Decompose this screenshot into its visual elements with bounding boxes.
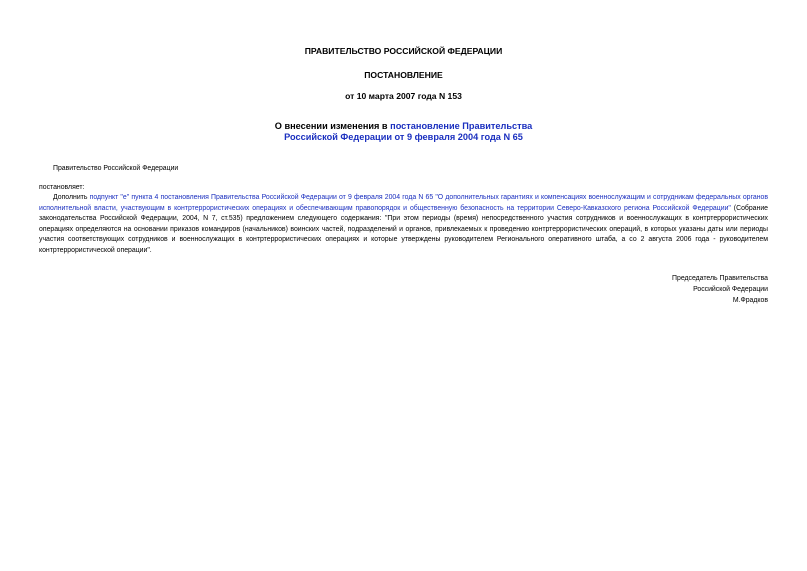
- document-type: ПОСТАНОВЛЕНИЕ: [364, 70, 443, 80]
- document-date: от 10 марта 2007 года N 153: [345, 91, 462, 101]
- body-text-start: Дополнить: [53, 194, 90, 201]
- signature-name: М.Фрадков: [732, 297, 768, 305]
- title-prefix: О внесении изменения в: [274, 121, 391, 131]
- title-link-part-2[interactable]: Российской Федерации от 9 февраля 2004 года N 65: [284, 132, 523, 142]
- preamble: Правительство Российской Федерации: [53, 165, 179, 172]
- signature-org: Российской Федерации: [693, 286, 768, 294]
- signature-block: [672, 273, 768, 307]
- signature-title: Председатель Правительства: [672, 275, 768, 282]
- body-paragraph: [39, 193, 768, 257]
- government-header: ПРАВИТЕЛЬСТВО РОССИЙСКОЙ ФЕДЕРАЦИИ: [304, 46, 503, 56]
- title-line-1: [0, 121, 807, 132]
- document-title: [0, 121, 807, 143]
- title-link-part-1[interactable]: постановление Правительства: [390, 121, 533, 131]
- body-text-rest: (Собрание законодательства Российской Федерации, 2004, N 7, ст.535) предложением следующего содержания: "При этом периоды (время) непосредственного участия сотрудников и военнослужащих в контртеррористических операциях определяются на основании приказов командиров (начальников) воинских частей, подразделений и органов, привлекаемых к проведению контртеррористических операций, в которых указаны даты или периоды участия соответствующих сотрудников и военнослужащих в контртеррористических операциях и которые утверждены руководителем Регионального оперативного штаба, а со 2 августа 2006 года - руководителем контртеррористической операции".: [39, 204, 768, 254]
- body-reference-link[interactable]: подпункт "е" пункта 4 постановления Правительства Российской Федерации от 9 февраля 2004 года N 65 "О дополнительных гарантиях и компенсациях военнослужащим и сотрудникам федеральных органов исполнительной власти, участвующим в контртеррористических операциях и обеспечивающим правопорядок и общественную безопасность на территории Северо-Кавказского региона Российской Федерации": [39, 194, 768, 212]
- resolves-label: постановляет:: [39, 184, 85, 191]
